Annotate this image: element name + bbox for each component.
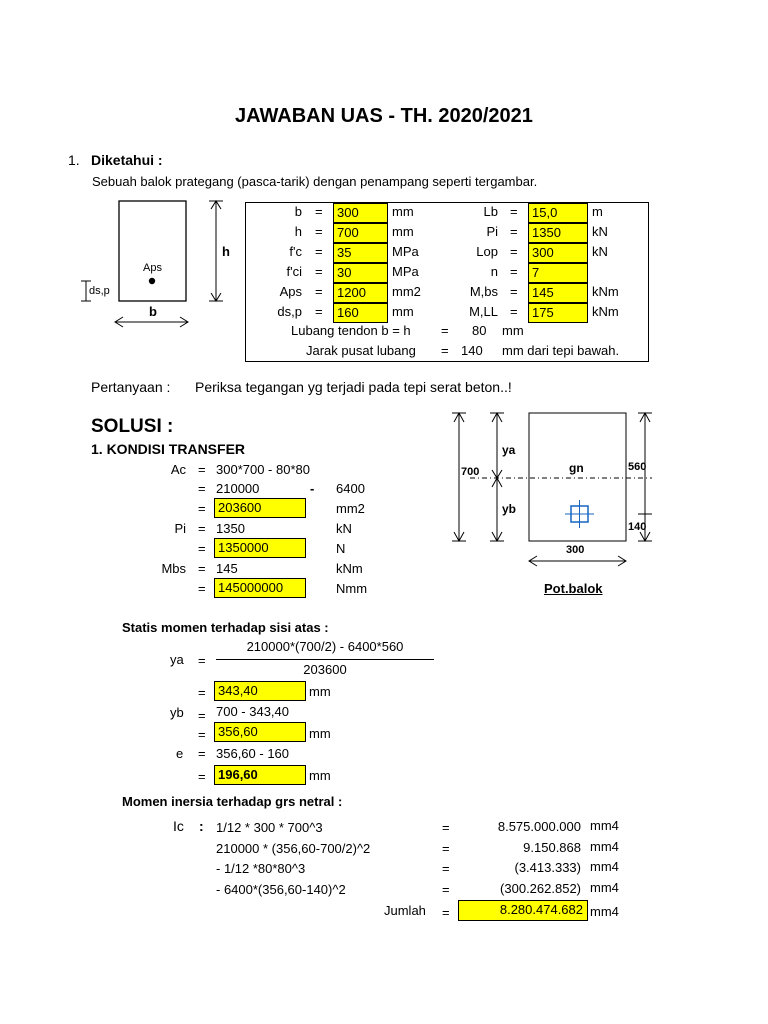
param-unit: kNm [592,304,619,319]
yb-label: yb [170,705,184,720]
statis-numerator: 210000*(700/2) - 6400*560 [246,639,404,654]
eq-e-val: = [198,769,206,784]
lubang-label: Lubang tendon b = h [291,323,411,338]
calc-unit: N [336,541,346,556]
calc-expr: 300*700 - 80*80 [216,462,310,477]
section-number: 1. [68,152,80,168]
inersia-expr: 210000 * (356,60-700/2)^2 [216,841,371,856]
param-value: 30 [333,263,388,283]
param-unit: mm [392,224,414,239]
param-eq: = [510,264,518,279]
inersia-heading: Momen inersia terhadap grs netral : [122,794,343,809]
param-name: f'c [289,244,302,259]
param-value: 35 [333,243,388,263]
calc-unit: kNm [336,561,363,576]
param-value: 300 [333,203,388,223]
param-value: 700 [333,223,388,243]
sketch-aps-label: Aps [143,262,162,274]
calc-eq: = [198,521,206,536]
section-description: Sebuah balok prategang (pasca-tarik) dengan penampang seperti tergambar. [92,174,538,189]
fig-caption: Pot.balok [544,581,603,596]
calc-expr: 1350 [216,521,245,536]
calc-value-box: 203600 [214,498,306,518]
kondisi-transfer-heading: 1. KONDISI TRANSFER [91,441,246,457]
pertanyaan-label: Pertanyaan : [91,379,171,395]
jarak-unit: mm dari tepi bawah. [502,343,620,358]
calc-extra: 6400 [336,481,365,496]
statis-ya-eq: = [198,653,206,668]
param-unit: mm [392,304,414,319]
inersia-eq: = [442,882,450,897]
calc-label: Pi [174,521,186,536]
param-name: ds,p [277,304,302,319]
param-eq: = [315,204,323,219]
pertanyaan-text: Periksa tegangan yg terjadi pada tepi serat beton..! [195,379,512,395]
param-eq: = [315,264,323,279]
calc-label: Ac [170,462,186,477]
sketch-h-label: h [222,244,230,259]
fig-ya-label: ya [502,443,516,457]
inersia-expr: - 6400*(356,60-140)^2 [216,882,346,897]
e-unit: mm [309,768,331,783]
fig-560-label: 560 [628,461,647,473]
calc-eq: = [198,481,206,496]
statis-heading: Statis momen terhadap sisi atas : [122,620,329,635]
jumlah-label: Jumlah [384,903,426,918]
ya-unit: mm [309,684,331,699]
param-name: M,bs [469,284,498,299]
param-unit: mm [392,204,414,219]
param-name: Lb [483,204,498,219]
ya-value-box: 343,40 [214,681,306,701]
yb-value-box: 356,60 [214,722,306,742]
param-unit: kN [592,224,608,239]
sketch-b-label: b [149,304,157,319]
inersia-unit: mm4 [590,880,619,895]
eq-ya-val: = [198,685,206,700]
inersia-expr: 1/12 * 300 * 700^3 [216,820,323,835]
param-eq: = [510,224,518,239]
param-eq: = [315,224,323,239]
param-unit: m [592,204,603,219]
inersia-eq: = [442,841,450,856]
lubang-value: 80 [472,323,487,338]
calc-eq: = [198,462,206,477]
jarak-value: 140 [461,343,483,358]
param-eq: = [315,304,323,319]
jumlah-unit: mm4 [590,904,619,919]
inersia-eq: = [442,861,450,876]
inersia-unit: mm4 [590,839,619,854]
calc-eq: = [198,501,206,516]
inersia-unit: mm4 [590,859,619,874]
fraction-line [216,659,434,660]
fig-gn-label: gn [569,461,584,475]
param-unit: kN [592,244,608,259]
param-eq: = [315,284,323,299]
jumlah-value-box: 8.280.474.682 [458,900,588,921]
param-value: 15,0 [528,203,588,223]
param-unit: MPa [392,264,419,279]
param-name: Lop [476,244,498,259]
calc-eq: = [198,541,206,556]
fig-140-label: 140 [628,521,647,533]
calc-unit: kN [336,521,352,536]
param-unit: mm2 [392,284,421,299]
param-value: 145 [528,283,588,303]
inersia-expr: - 1/12 *80*80^3 [216,861,306,876]
sketch-dsp-label: ds,p [89,285,110,297]
param-eq: = [510,284,518,299]
param-name: b [294,204,302,219]
calc-eq: = [198,581,206,596]
calc-expr: 145 [216,561,238,576]
statis-denominator: 203600 [303,662,347,677]
calc-value-box: 1350000 [214,538,306,558]
calc-label: Mbs [161,561,186,576]
param-eq: = [315,244,323,259]
fig-300-label: 300 [566,544,585,556]
ic-colon: : [199,818,204,834]
param-name: f'ci [286,264,302,279]
inersia-unit: mm4 [590,818,619,833]
param-name: M,LL [469,304,498,319]
param-name: h [294,224,302,239]
inersia-value: (300.262.852) [500,881,581,896]
calc-unit: mm2 [336,501,365,516]
param-name: Aps [279,284,302,299]
inersia-value: 9.150.868 [523,840,581,855]
inersia-eq: = [442,820,450,835]
e-value-box: 196,60 [214,765,306,785]
lubang-eq: = [441,323,449,338]
e-expr: 356,60 - 160 [216,746,290,761]
calc-eq: = [198,561,206,576]
calc-expr: 210000 [216,481,260,496]
e-label: e [176,746,184,761]
param-eq: = [510,244,518,259]
eq-yb-val: = [198,727,206,742]
param-value: 1350 [528,223,588,243]
param-value: 300 [528,243,588,263]
calc-value-box: 145000000 [214,578,306,598]
param-name: Pi [486,224,498,239]
statis-ya-label: ya [170,652,184,667]
inersia-value: (3.413.333) [514,860,581,875]
solusi-heading: SOLUSI : [91,416,174,437]
jarak-label: Jarak pusat lubang [306,343,416,358]
jarak-eq: = [441,343,449,358]
param-name: n [490,264,498,279]
lubang-unit: mm [502,323,524,338]
fig-700-label: 700 [461,466,480,478]
yb-unit: mm [309,726,331,741]
param-value: 175 [528,303,588,323]
param-unit: MPa [392,244,419,259]
ic-label: Ic [173,818,184,834]
param-value: 7 [528,263,588,283]
section-heading: Diketahui : [91,152,163,168]
fig-yb-label: yb [502,502,517,516]
calc-unit: Nmm [336,581,368,596]
param-eq: = [510,304,518,319]
param-eq: = [510,204,518,219]
eq-yb: = [198,708,206,723]
eq-e: = [198,746,206,761]
param-value: 160 [333,303,388,323]
page-title: JAWABAN UAS - TH. 2020/2021 [235,105,533,127]
inersia-value: 8.575.000.000 [497,819,581,834]
param-unit: kNm [592,284,619,299]
jumlah-eq: = [442,905,450,920]
param-value: 1200 [333,283,388,303]
calc-minus: - [310,481,315,496]
yb-expr: 700 - 343,40 [216,704,290,719]
